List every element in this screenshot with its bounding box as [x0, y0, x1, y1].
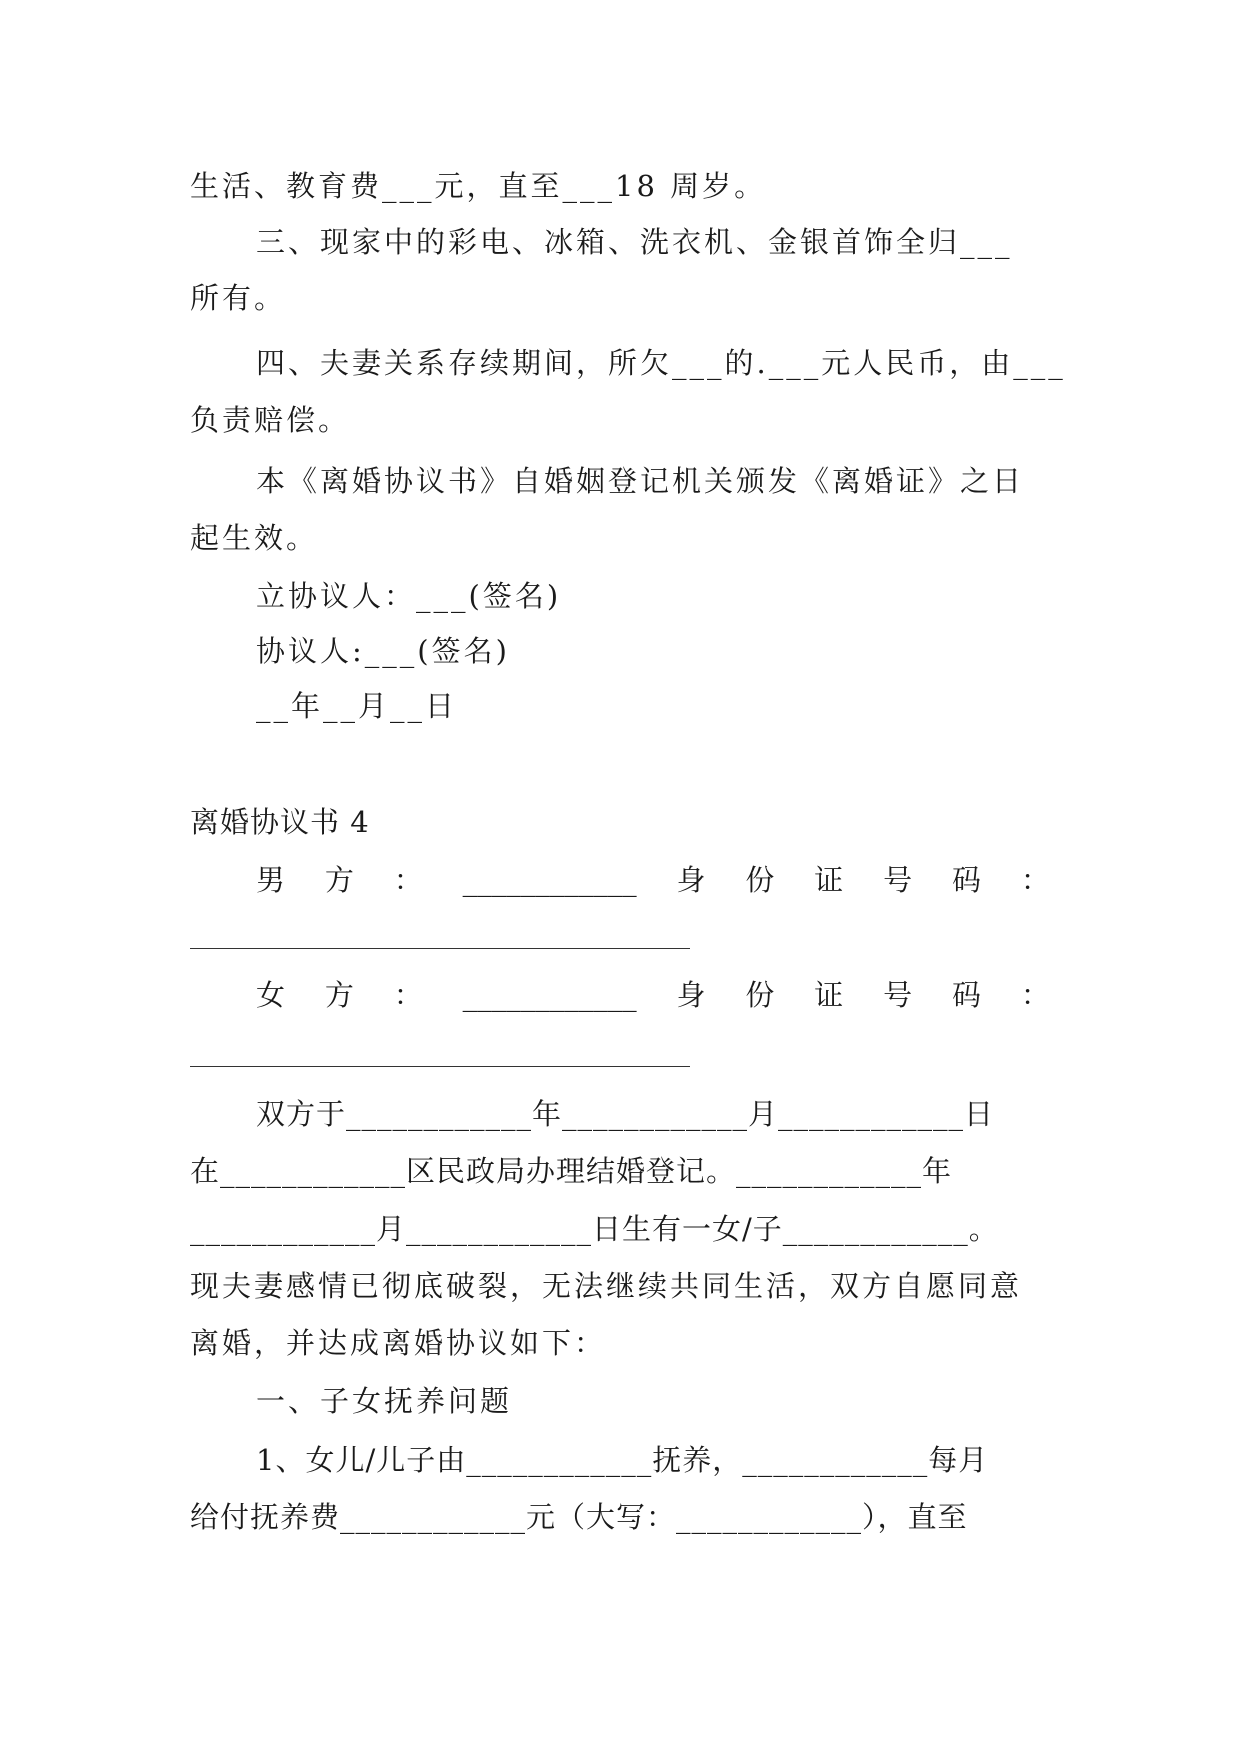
male-label-char-2: 方	[324, 863, 354, 897]
text-line-11: 双方于____________年____________月____________日	[256, 1097, 995, 1131]
male-label-char-1: 男	[256, 863, 286, 897]
text-line-12: 在____________区民政局办理结婚登记。____________年	[190, 1154, 953, 1188]
subsection-title: 一、子女抚养问题	[256, 1384, 513, 1418]
section-title: 离婚协议书 4	[190, 805, 370, 839]
male-name-blank: ____________	[462, 863, 637, 897]
female-id-char-1: 身	[676, 978, 706, 1012]
male-id-char-3: 证	[814, 863, 844, 897]
female-id-number-blank	[190, 1066, 690, 1067]
female-name-blank: ____________	[462, 978, 637, 1012]
female-party-row	[256, 975, 1050, 1015]
text-line-14: 现夫妻感情已彻底破裂，无法继续共同生活，双方自愿同意	[190, 1269, 1023, 1303]
text-line-1: 生活、教育费___元，直至___18 周岁。	[190, 169, 767, 203]
text-line-13: ____________月____________日生有一女/子____________。	[190, 1212, 999, 1246]
text-line-6: 本《离婚协议书》自婚姻登记机关颁发《离婚证》之日	[256, 464, 1025, 498]
male-id-colon: ：	[1020, 863, 1050, 897]
party-signature-line: 协议人:___(签名)	[256, 634, 510, 668]
text-line-7: 起生效。	[190, 521, 319, 555]
male-id-char-1: 身	[676, 863, 706, 897]
text-line-5: 负责赔偿。	[190, 403, 351, 437]
female-id-char-4: 号	[883, 978, 913, 1012]
female-id-colon: ：	[1020, 978, 1050, 1012]
male-id-char-2: 份	[745, 863, 775, 897]
male-id-number-blank	[190, 948, 690, 949]
male-id-char-4: 号	[883, 863, 913, 897]
text-line-18: 给付抚养费____________元（大写：____________），直至	[190, 1500, 968, 1534]
female-label-char-1: 女	[256, 978, 286, 1012]
female-label-char-2: 方	[324, 978, 354, 1012]
signatory-line: 立协议人：___(签名)	[256, 579, 562, 613]
female-id-char-2: 份	[745, 978, 775, 1012]
text-line-2: 三、现家中的彩电、冰箱、洗衣机、金银首饰全归___	[256, 225, 1013, 259]
text-line-4: 四、夫妻关系存续期间，所欠___的.___元人民币，由___	[256, 346, 1066, 380]
male-id-char-5: 码	[951, 863, 981, 897]
male-party-row	[256, 860, 1050, 900]
text-line-17: 1、女儿/儿子由____________抚养，____________每月	[256, 1443, 989, 1477]
text-line-3: 所有。	[190, 281, 287, 315]
female-id-char-5: 码	[951, 978, 981, 1012]
male-colon: ：	[393, 863, 423, 897]
female-id-char-3: 证	[814, 978, 844, 1012]
date-line: __年__月__日	[256, 689, 458, 723]
female-colon: ：	[393, 978, 423, 1012]
text-line-15: 离婚，并达成离婚协议如下：	[190, 1326, 607, 1360]
